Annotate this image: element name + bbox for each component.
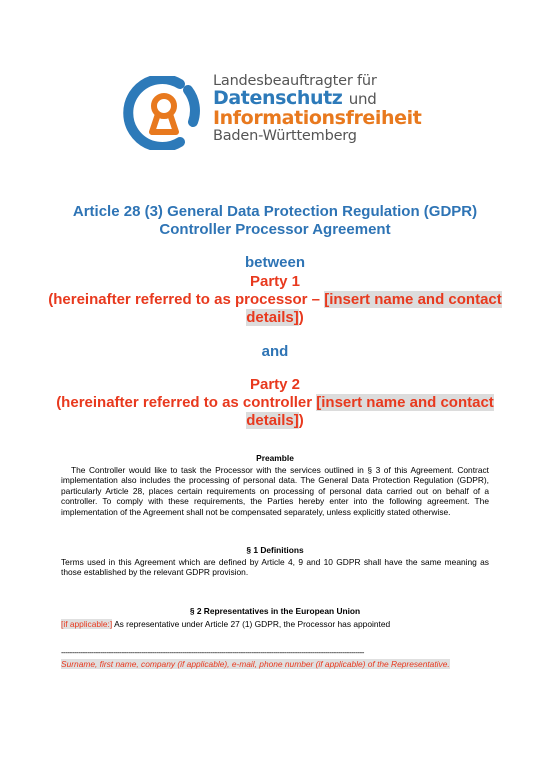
keyhole-logo-icon (122, 76, 206, 150)
if-applicable-tag: [if applicable:] (61, 619, 113, 629)
logo-line-3: Informationsfreiheit (213, 107, 422, 130)
section-2-heading: § 2 Representatives in the European Union (189, 606, 361, 616)
representative-fill-line: -------------------------------------------------------------------------------------------------------------------------------------------- (61, 648, 364, 657)
section-2-text: [if applicable:] As representative under Article 27 (1) GDPR, the Processor has appointed (61, 619, 391, 629)
logo-line-1: Landesbeauftragter für (213, 73, 377, 89)
title-line-1: Article 28 (3) General Data Protection Regulation (GDPR) (72, 203, 478, 220)
logo (122, 73, 422, 154)
title-line-2: Controller Processor Agreement (159, 221, 391, 238)
party-1-block (40, 273, 510, 327)
party-2-block (40, 376, 510, 430)
party-2-description: (hereinafter referred to as controller [insert name and contact details]) (56, 394, 494, 429)
document-title (40, 203, 510, 239)
party-1-description: (hereinafter referred to as processor – [insert name and contact details]) (48, 291, 502, 326)
section-1-text: Terms used in this Agreement which are defined by Article 4, 9 and 10 GDPR shall have the same meaning as those established by the relevant GDPR provision. (61, 557, 489, 578)
and-label: and (261, 343, 289, 360)
preamble-heading: Preamble (256, 453, 294, 463)
logo-line-2: Datenschutz und (213, 87, 377, 110)
between-label: between (244, 254, 305, 271)
logo-line-4: Baden-Württemberg (213, 128, 357, 145)
party-1-name: Party 1 (249, 273, 301, 290)
preamble-text: The Controller would like to task the Processor with the services outlined in § 3 of this Agreement. Contract implementation also includes the processing of personal data. The General Data Protection Regulation (GDPR), particularly Article 28, places certain requirements on processing of personal data carried out on behalf of a controller. To comply with these requirements, the Parties hereby enter into the following agreement. The implementation of the Agreement shall not be compensated separately, unless explicitly stated otherwise. (61, 465, 489, 517)
party-2-name: Party 2 (249, 376, 301, 393)
section-1-heading: § 1 Definitions (246, 545, 304, 555)
logo-text (213, 74, 421, 144)
representative-placeholder: Surname, first name, company (if applicable), e-mail, phone number (if applicable) of the Representative. (61, 659, 450, 669)
